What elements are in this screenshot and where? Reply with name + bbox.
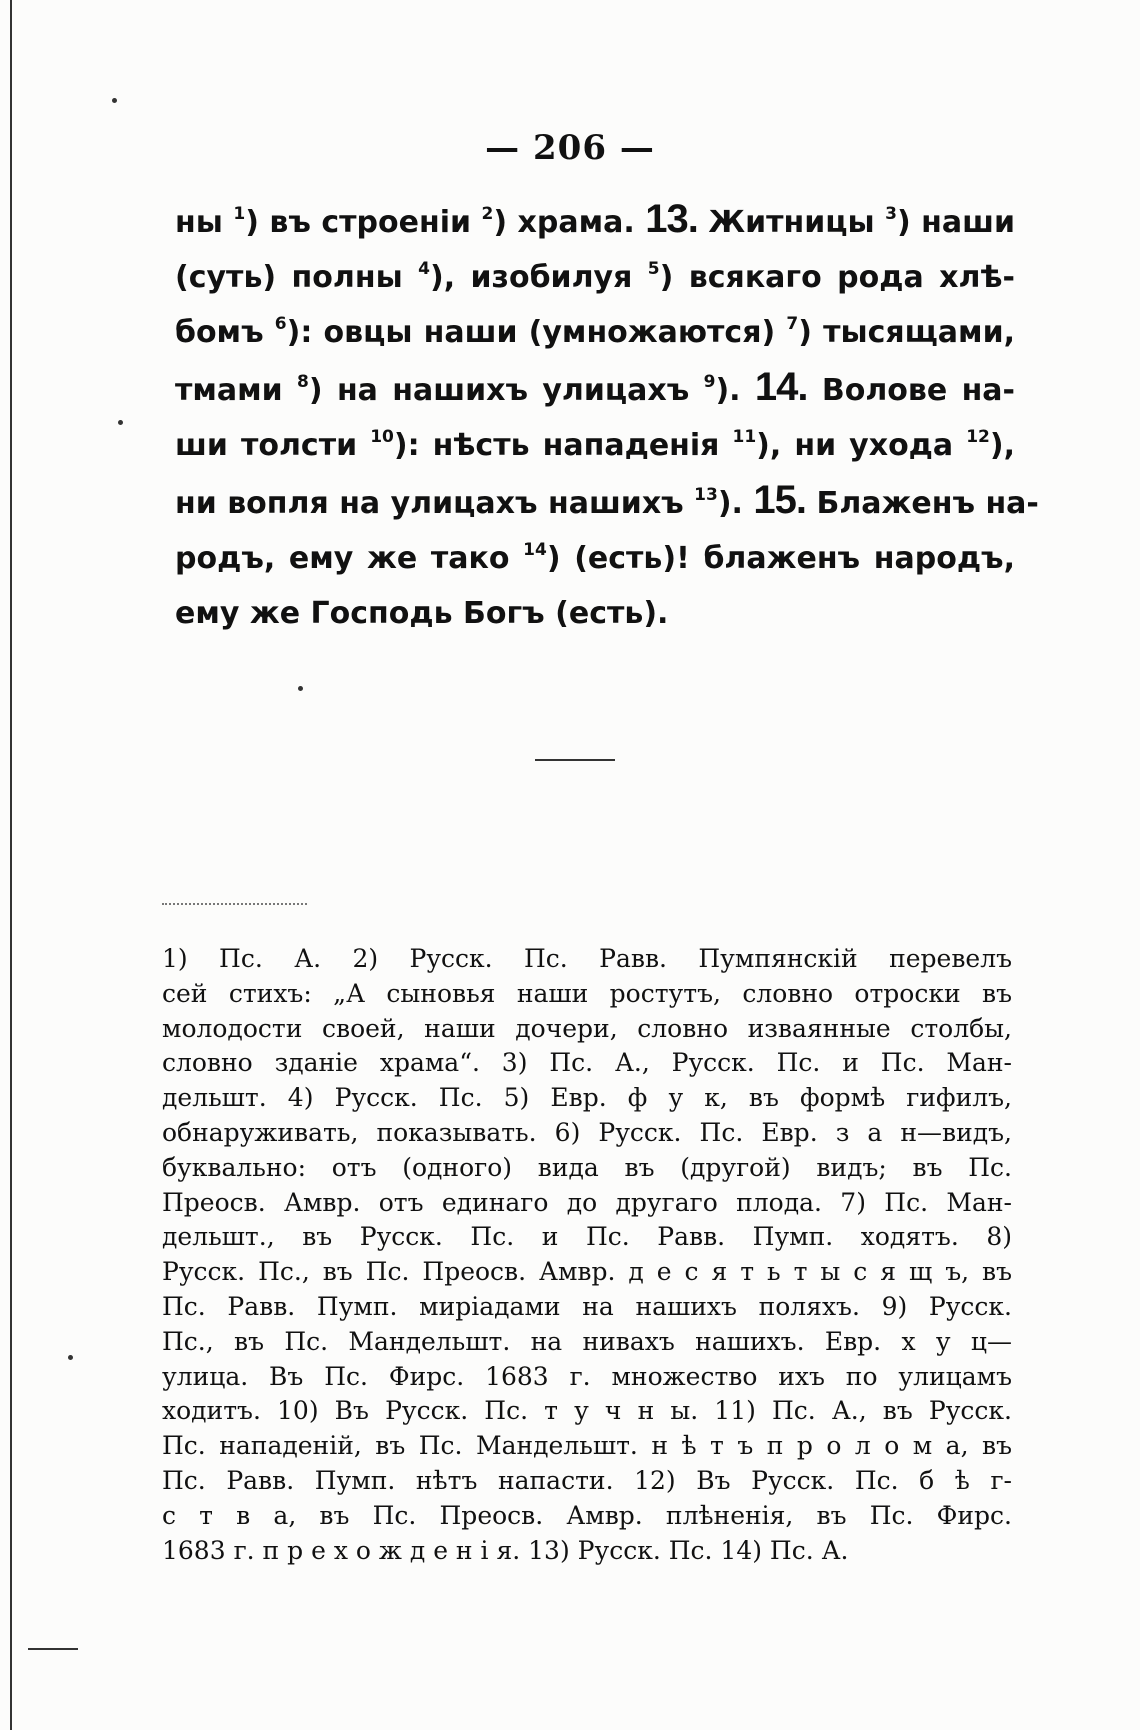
footnote-line: дельшт. 4) Русск. Пс. 5) Евр. ф у к, въ формѣ гифилъ, [162,1083,1012,1113]
footnote-line: Пс. нападенiй, въ Пс. Мандельшт. н ѣ т ъ п р о л о м а, въ [162,1431,1012,1461]
footnote-line: улица. Въ Пс. Фирс. 1683 г. множество ихъ по улицамъ [162,1361,1012,1391]
slavonic-line: ны $^1$) въ строенiи $^2$) храма. 13. Житницы $^3$) наши [175,197,1015,241]
slavonic-line: ему же Господь Богъ (есть). [175,596,669,631]
footnote-line: 1683 г. п р е х о ж д е н i я. 13) Русск. Пс. 14) Пс. А. [162,1535,849,1565]
page-bottom-mark [28,1648,78,1650]
footnote-line: буквально: отъ (одного) вида въ (другой) видъ; въ Пс. [162,1152,1012,1182]
footnote-line: обнаруживать, показывать. 6) Русск. Пс. Евр. з а н—видъ, [162,1117,1012,1147]
slavonic-line: родъ, ему же тако $^{14}$) (есть)! блаженъ народъ, [175,540,1015,576]
footnote-line: Пс. Равв. Пумп. нѣтъ напасти. 12) Въ Русск. Пс. б ѣ г- [162,1465,1012,1495]
print-speck [298,686,303,691]
footnote-line: ходитъ. 10) Въ Русск. Пс. т у ч н ы. 11) Пс. А., въ Русск. [162,1396,1012,1426]
slavonic-line: (суть) полны $^4$), изобилуя $^5$) всякаго рода хлѣ- [175,259,1015,295]
slavonic-line: ши толсти $^{10}$): нѣсть нападенiя $^{11}$), ни уxода $^{12}$), [175,427,1015,463]
footnote-line: Пс., въ Пс. Мандельшт. на нивахъ нашихъ. Евр. х у ц— [162,1326,1012,1356]
page-edge-rule [10,0,12,1730]
print-smudge [162,903,307,905]
footnote-line: Преосв. Амвр. отъ единаго до другаго плода. 7) Пс. Ман- [162,1187,1012,1217]
footnote-line: дельшт., въ Русск. Пс. и Пс. Равв. Пумп. ходятъ. 8) [162,1222,1012,1252]
slavonic-line: ни вопля на улицахъ нашихъ $^{13}$). 15. Блаженъ на- [175,478,1039,522]
footnote-line: молодости своей, наши дочери, словно изваянные столбы, [162,1013,1012,1043]
verse-number: 13. [645,197,698,241]
footnote-line: с т в а, въ Пс. Преосв. Амвр. плѣненiя, въ Пс. Фирс. [162,1500,1012,1530]
footnote-line: сей стихъ: „А сыновья наши ростутъ, словно отроски въ [162,978,1012,1008]
footnote-line: Пс. Равв. Пумп. мирiадами на нашихъ поляхъ. 9) Русск. [162,1291,1012,1321]
church-slavonic-text [175,192,1039,641]
slavonic-line: тмами $^8$) на нашихъ улицахъ $^9$). 14. Волове на- [175,365,1016,409]
print-speck [112,98,117,103]
footnotes [162,942,1012,1568]
footnote-line: 1) Пс. А. 2) Русск. Пс. Равв. Пумпянскiй перевелъ [162,944,1012,973]
footnote-line: Русск. Пс., въ Пс. Преосв. Амвр. д е с я т ь т ы с я щ ъ, въ [162,1257,1012,1287]
verse-number: 15. [753,478,807,522]
slavonic-line: бомъ $^6$): овцы наши (умножаются) $^7$) тысящами, [175,314,1015,350]
footnote-line: словно зданiе храма“. 3) Пс. А., Русск. Пс. и Пс. Ман- [162,1048,1012,1078]
verse-number: 14. [754,365,808,409]
page-number: — 206 — [485,128,655,168]
print-speck [118,420,123,425]
section-separator [535,759,615,761]
print-speck [68,1355,73,1360]
